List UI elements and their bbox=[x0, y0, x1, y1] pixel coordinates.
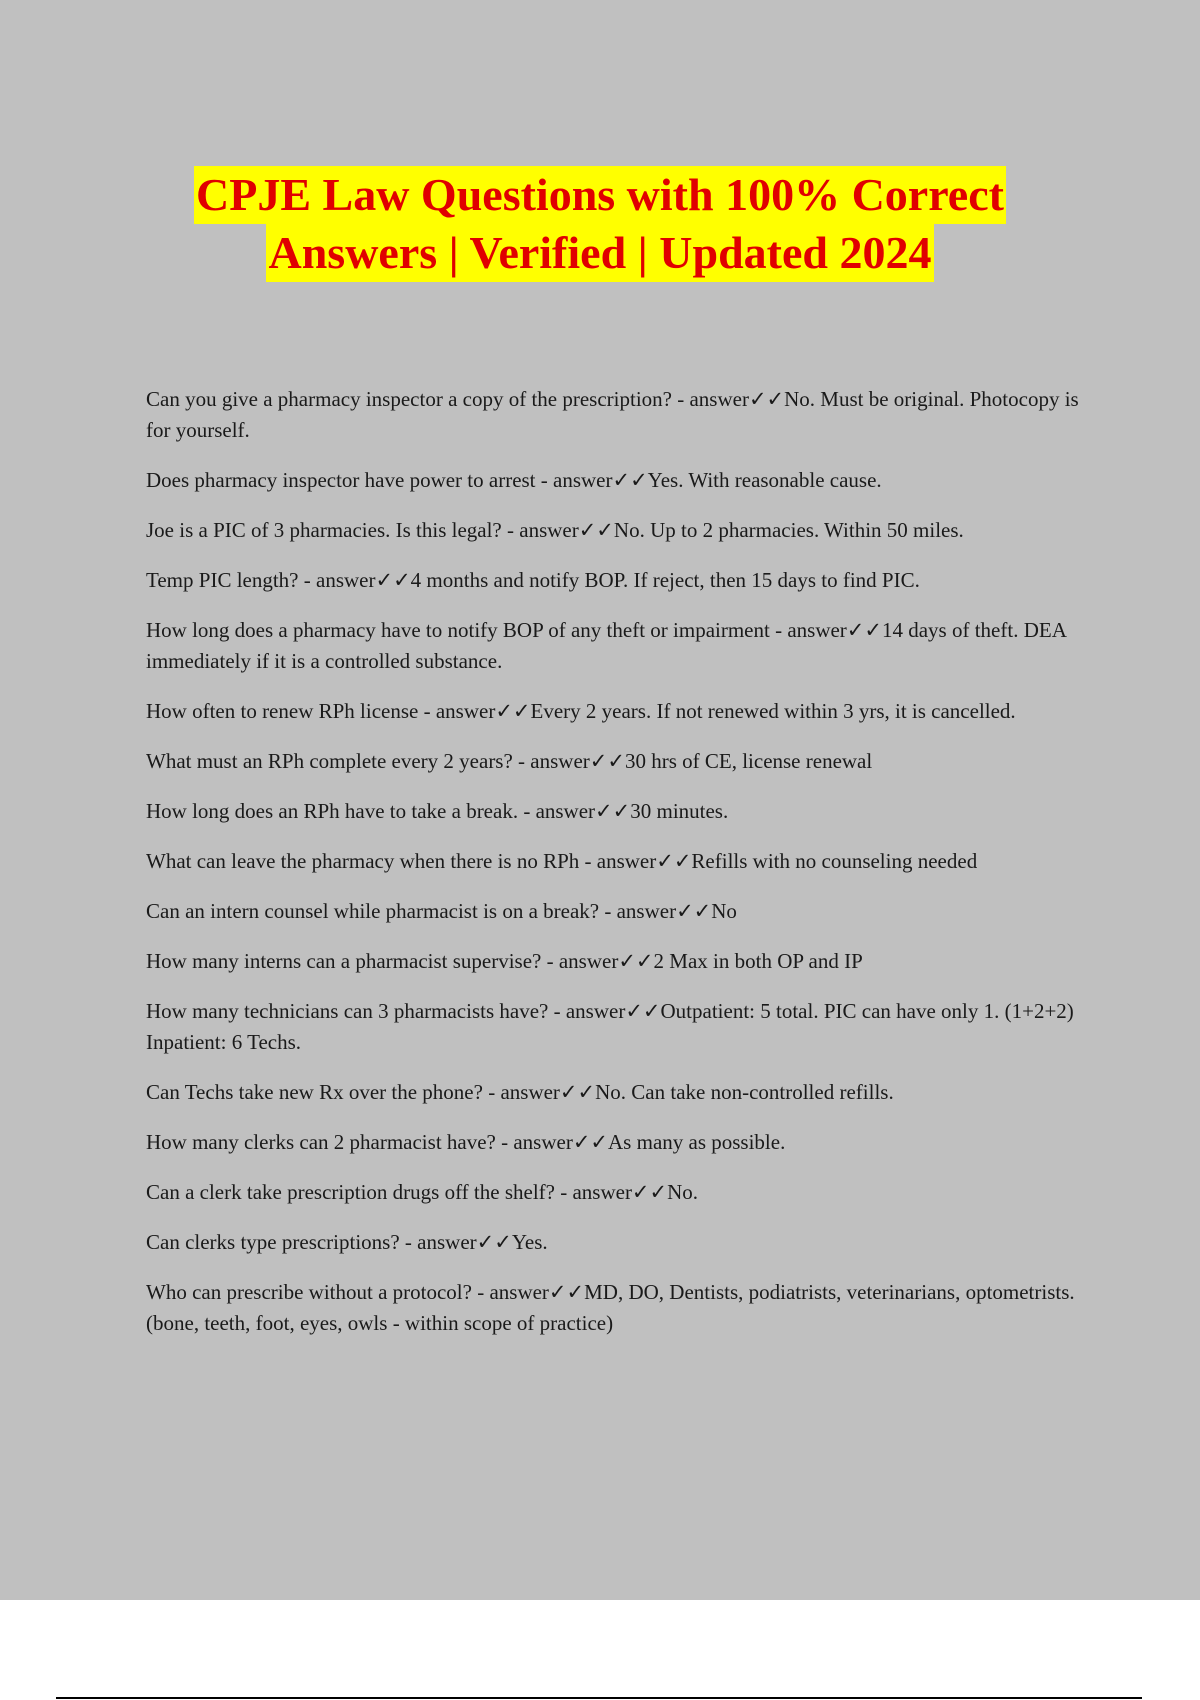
qa-item: What can leave the pharmacy when there is no RPh - answer✓✓Refills with no counseling needed bbox=[146, 849, 978, 873]
title-line-1: CPJE Law Questions with 100% Correct bbox=[194, 166, 1006, 224]
qa-item: Who can prescribe without a protocol? - answer✓✓MD, DO, Dentists, podiatrists, veterinarians, optometrists. (bone, teeth, foot, eyes, owls - within scope of practice) bbox=[146, 1280, 1075, 1335]
qa-item: How long does a pharmacy have to notify BOP of any theft or impairment - answer✓✓14 days of theft. DEA immediately if it is a controlled substance. bbox=[146, 618, 1066, 673]
qa-item: Can a clerk take prescription drugs off the shelf? - answer✓✓No. bbox=[146, 1180, 699, 1204]
qa-item: Can you give a pharmacy inspector a copy of the prescription? - answer✓✓No. Must be original. Photocopy is for yourself. bbox=[146, 387, 1079, 442]
qa-item: Can clerks type prescriptions? - answer✓✓Yes. bbox=[146, 1230, 548, 1254]
title-line-2: Answers | Verified | Updated 2024 bbox=[266, 224, 933, 282]
qa-item: How many interns can a pharmacist supervise? - answer✓✓2 Max in both OP and IP bbox=[146, 949, 863, 973]
qa-item: How many clerks can 2 pharmacist have? - answer✓✓As many as possible. bbox=[146, 1130, 786, 1154]
qa-item: Does pharmacy inspector have power to arrest - answer✓✓Yes. With reasonable cause. bbox=[146, 468, 882, 492]
qa-item: How many technicians can 3 pharmacists have? - answer✓✓Outpatient: 5 total. PIC can have only 1. (1+2+2) Inpatient: 6 Techs. bbox=[146, 999, 1074, 1054]
qa-item: What must an RPh complete every 2 years? - answer✓✓30 hrs of CE, license renewal bbox=[146, 749, 873, 773]
footer-divider bbox=[56, 1697, 1142, 1699]
qa-item: How long does an RPh have to take a break. - answer✓✓30 minutes. bbox=[146, 799, 729, 823]
qa-item: Can an intern counsel while pharmacist is on a break? - answer✓✓No bbox=[146, 899, 737, 923]
qa-list bbox=[146, 384, 1096, 1358]
qa-item: How often to renew RPh license - answer✓✓Every 2 years. If not renewed within 3 yrs, it is cancelled. bbox=[146, 699, 1016, 723]
document-title bbox=[0, 166, 1200, 282]
qa-item: Joe is a PIC of 3 pharmacies. Is this legal? - answer✓✓No. Up to 2 pharmacies. Within 50 miles. bbox=[146, 518, 964, 542]
qa-item: Can Techs take new Rx over the phone? - answer✓✓No. Can take non-controlled refills. bbox=[146, 1080, 894, 1104]
qa-item: Temp PIC length? - answer✓✓4 months and notify BOP. If reject, then 15 days to find PIC. bbox=[146, 568, 920, 592]
